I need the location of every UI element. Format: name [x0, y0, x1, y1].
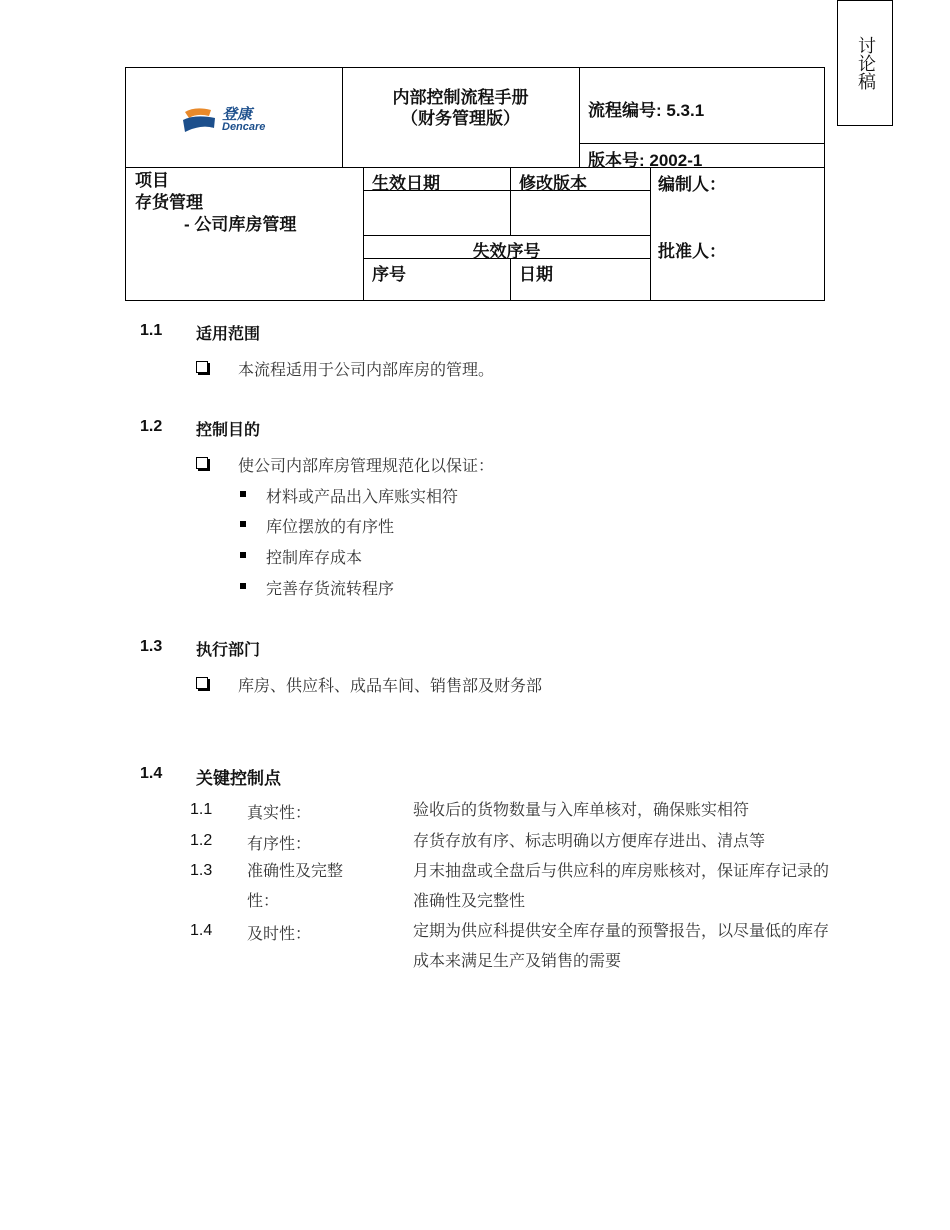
manual-title-cell	[342, 87, 579, 129]
company-logo	[181, 104, 281, 138]
process-number: 流程编号: 5.3.1	[588, 101, 705, 120]
header-divider	[579, 143, 825, 144]
section-title: 关键控制点	[196, 769, 281, 789]
version-number: 版本号: 2002-1	[588, 151, 703, 170]
key-point-label: 及时性：	[247, 924, 312, 943]
document-header-table	[125, 67, 825, 301]
list-item: 库房、供应科、成品车间、销售部及财务部	[238, 676, 543, 695]
header-divider	[510, 258, 511, 301]
list-item: 库位摆放的有序性	[266, 517, 395, 536]
date-label: 日期	[519, 265, 553, 284]
project-cell	[135, 170, 296, 236]
logo-text-en: Dencare	[222, 121, 266, 133]
list-item: 本流程适用于公司内部库房的管理。	[238, 360, 495, 379]
checkbox-bullet-icon	[196, 361, 208, 373]
square-bullet-icon	[240, 583, 246, 589]
section-number: 1.3	[140, 638, 163, 655]
section-title: 控制目的	[196, 420, 261, 439]
key-point-label: 有序性：	[247, 834, 312, 853]
key-point-desc: 验收后的货物数量与入库单核对，确保账实相符	[413, 800, 750, 819]
section-number: 1.1	[140, 322, 163, 339]
key-point-number: 1.4	[190, 922, 213, 939]
header-divider	[579, 68, 580, 167]
project-label: 项目	[135, 171, 169, 190]
key-point-label: 真实性：	[247, 803, 312, 822]
header-divider	[510, 167, 511, 235]
key-point-number: 1.2	[190, 832, 213, 849]
checkbox-bullet-icon	[196, 677, 208, 689]
manual-title: 内部控制流程手册	[392, 88, 529, 107]
square-bullet-icon	[240, 491, 246, 497]
revision-label: 修改版本	[519, 174, 587, 193]
expiry-seq-label: 失效序号	[472, 242, 541, 261]
section-number: 1.2	[140, 418, 163, 435]
section-title: 适用范围	[196, 324, 261, 343]
effective-date-label: 生效日期	[372, 174, 440, 193]
square-bullet-icon	[240, 552, 246, 558]
header-divider	[363, 235, 650, 236]
list-item: 材料或产品出入库账实相符	[266, 487, 459, 506]
project-sub: - 公司库房管理	[184, 215, 297, 234]
square-bullet-icon	[240, 521, 246, 527]
header-divider	[363, 167, 364, 301]
draft-label-box	[837, 0, 893, 126]
header-divider	[126, 167, 825, 168]
draft-label: 讨论稿	[855, 36, 876, 90]
key-point-number: 1.1	[190, 801, 213, 818]
checkbox-bullet-icon	[196, 457, 208, 469]
approver-label: 批准人：	[658, 242, 726, 261]
header-divider	[650, 167, 651, 301]
key-point-desc: 月末抽盘或全盘后与供应科的库房账核对，保证库存记录的准确性及完整性	[413, 861, 830, 910]
list-item: 完善存货流转程序	[266, 579, 395, 598]
list-item: 使公司内部库房管理规范化以保证：	[238, 456, 495, 475]
editor-label: 编制人：	[658, 175, 726, 194]
section-title: 执行部门	[196, 640, 261, 659]
list-item: 控制库存成本	[266, 548, 363, 567]
section-number: 1.4	[140, 765, 163, 782]
key-point-desc: 定期为供应科提供安全库存量的预警报告，以尽量低的库存成本来满足生产及销售的需要	[413, 921, 830, 970]
seq-label: 序号	[372, 265, 406, 284]
logo-text-cn: 登康	[222, 105, 253, 123]
logo-mark-icon	[181, 106, 219, 136]
key-point-label: 准确性及完整性：	[247, 861, 344, 910]
key-point-desc: 存货存放有序、标志明确以方便库存进出、清点等	[413, 831, 766, 850]
manual-subtitle: （财务管理版）	[401, 109, 520, 128]
key-point-number: 1.3	[190, 862, 213, 879]
project-name: 存货管理	[135, 193, 203, 212]
